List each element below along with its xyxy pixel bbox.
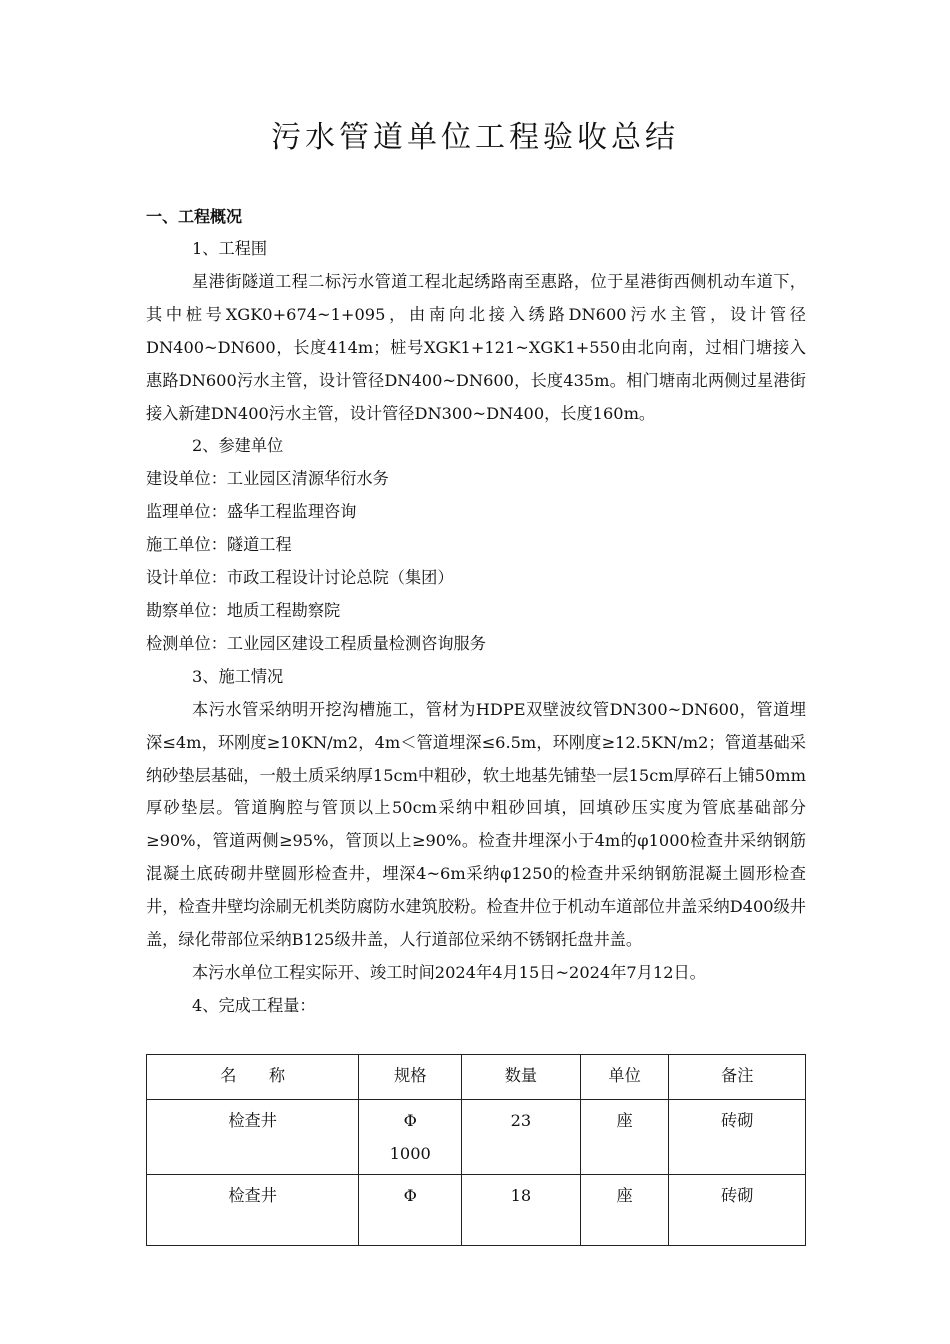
cell-note: 砖砌 xyxy=(669,1100,806,1175)
participant-surveyor: 勘察单位：地质工程勘察院 xyxy=(146,600,341,620)
subheading-quantities: 4、完成工程量： xyxy=(192,995,316,1015)
table-row xyxy=(147,1100,806,1175)
cell-spec-line2: 1000 xyxy=(389,1144,431,1163)
cell-spec-line1: Φ xyxy=(403,1111,417,1130)
cell-unit: 座 xyxy=(580,1175,669,1246)
cell-unit: 座 xyxy=(580,1100,669,1175)
paragraph-construction: 本污水管采纳明开挖沟槽施工，管材为HDPE双壁波纹管DN300~DN600，管道埋深≤4m，环刚度≥10KN/m2，4m＜管道埋深≤6.5m，环刚度≥12.5KN/m2；管道基础采纳砂垫层基础，一般土质采纳厚15cm中粗砂，软土地基先铺垫一层15cm厚碎石上铺50mm厚砂垫层。管道胸腔与管顶以上50cm采纳中粗砂回填，回填砂压实度为管底基础部分≥90%，管道两侧≥95%，管顶以上≥90%。检查井埋深小于4m的φ1000检查井采纳钢筋混凝土底砖砌井壁圆形检查井，埋深4~6m采纳φ1250的检查井采纳钢筋混凝土圆形检查井，检查井壁均涂刷无机类防腐防水建筑胶粉。检查井位于机动车道部位井盖采纳D400级井盖，绿化带部位采纳B125级井盖，人行道部位采纳不锈钢托盘井盖。 xyxy=(146,699,806,950)
header-qty: 数量 xyxy=(462,1055,581,1100)
cell-spec-line1: Φ xyxy=(403,1186,417,1205)
participant-contractor: 施工单位：隧道工程 xyxy=(146,535,292,555)
paragraph-scope: 星港街隧道工程二标污水管道工程北起绣路南至惠路，位于星港街西侧机动车道下，其中桩号XGK0+674~1+095，由南向北接入绣路DN600污水主管，设计管径DN400~DN600，长度414m；桩号XGK1+121~XGK1+550由北向南，过相门塘接入惠路DN600污水主管，设计管径DN400~DN600，长度435m。相门塘南北两侧过星港街接入新建DN400污水主管，设计管径DN300~DN400，长度160m。 xyxy=(146,271,806,423)
header-name: 名 称 xyxy=(147,1055,359,1100)
subheading-scope: 1、工程围 xyxy=(192,239,268,258)
header-unit: 单位 xyxy=(580,1055,669,1100)
quantities-table xyxy=(146,1054,806,1246)
cell-spec xyxy=(359,1175,462,1246)
table-row xyxy=(147,1175,806,1246)
header-note: 备注 xyxy=(669,1055,806,1100)
table-header-row xyxy=(147,1055,806,1100)
cell-spec xyxy=(359,1100,462,1175)
participant-inspector: 检测单位：工业园区建设工程质量检测咨询服务 xyxy=(146,633,486,653)
cell-note: 砖砌 xyxy=(669,1175,806,1246)
subheading-construction: 3、施工情况 xyxy=(192,666,284,686)
header-spec: 规格 xyxy=(359,1055,462,1100)
cell-qty: 23 xyxy=(462,1100,581,1175)
participant-designer: 设计单位：市政工程设计讨论总院（集团） xyxy=(146,568,454,588)
document-body xyxy=(146,200,806,1023)
paragraph-schedule: 本污水单位工程实际开、竣工时间2024年4月15日~2024年7月12日。 xyxy=(192,962,706,982)
cell-name: 检查井 xyxy=(147,1175,359,1246)
section-heading-overview: 一、工程概况 xyxy=(146,207,243,226)
participant-supervisor: 监理单位：盛华工程监理咨询 xyxy=(146,502,357,522)
document-title: 污水管道单位工程验收总结 xyxy=(271,120,679,155)
participant-owner: 建设单位：工业园区清源华衍水务 xyxy=(146,469,389,489)
cell-name: 检查井 xyxy=(147,1100,359,1175)
subheading-participants: 2、参建单位 xyxy=(192,436,284,456)
cell-qty: 18 xyxy=(462,1175,581,1246)
